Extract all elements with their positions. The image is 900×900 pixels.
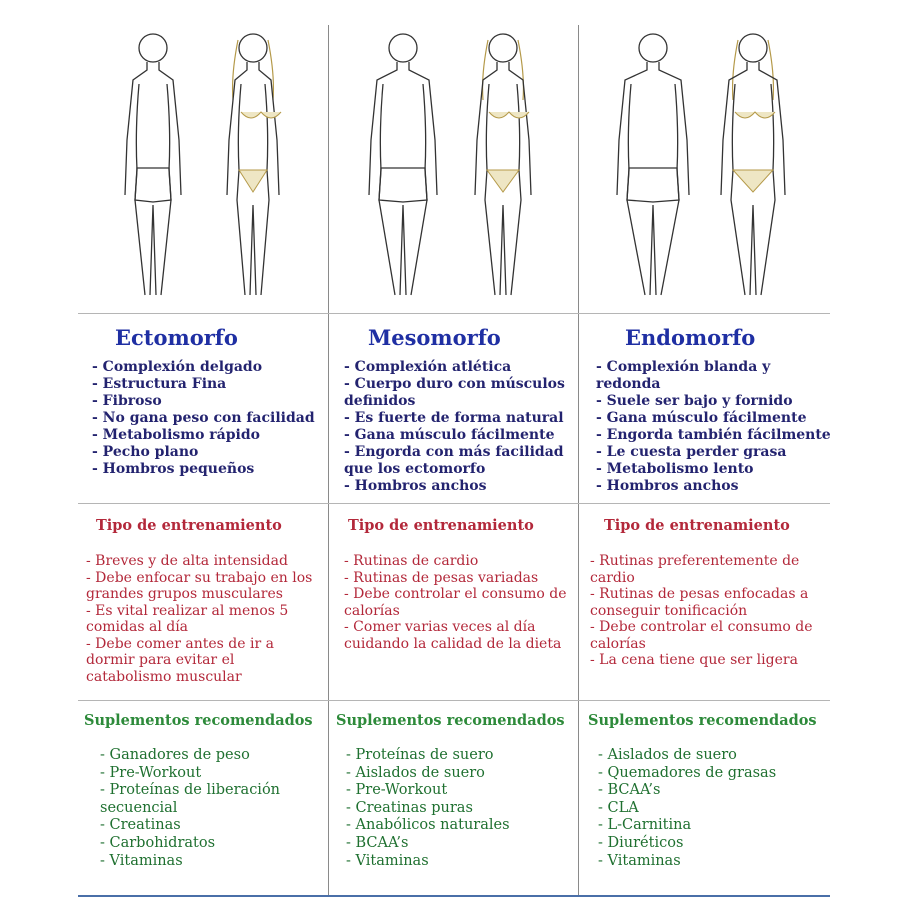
list-item: - Creatinas puras: [346, 799, 473, 816]
list-item: - Debe enfocar su trabajo en los grandes grupos musculares: [86, 569, 313, 602]
list-item: - Complexión delgado: [92, 359, 263, 375]
list-item: - Quemadores de grasas: [598, 764, 777, 781]
list-item: - Complexión atlética: [344, 359, 512, 375]
body-figures-drawing: [88, 20, 318, 305]
list-item: - Creatinas: [100, 817, 181, 834]
list-item: - BCAA’s: [346, 834, 409, 851]
supplements-list: [100, 747, 332, 870]
list-item: - Diuréticos: [598, 834, 684, 851]
list-item: - Fibroso: [92, 393, 162, 409]
column-mesomorph: [328, 20, 578, 890]
list-item: - Debe comer antes de ir a dormir para evitar el catabolismo muscular: [86, 635, 274, 685]
training-list: [86, 553, 318, 685]
list-item: - Suele ser bajo y fornido: [596, 393, 793, 409]
row-divider: [78, 503, 830, 504]
supplements-list: [598, 747, 830, 870]
list-item: - Pecho plano: [92, 444, 199, 460]
list-item: - Hombros anchos: [596, 478, 739, 494]
list-item: - Carbohidratos: [100, 834, 216, 851]
list-item: - Breves y de alta intensidad: [86, 553, 288, 569]
supplements-title: Suplementos recomendados: [84, 712, 313, 729]
traits-list: [92, 359, 332, 478]
list-item: - Complexión blanda y redonda: [596, 359, 771, 392]
list-item: - Comer varias veces al día cuidando la calidad de la dieta: [344, 619, 562, 652]
list-item: - Vitaminas: [598, 852, 681, 869]
list-item: - Metabolismo lento: [596, 461, 754, 477]
list-item: - Rutinas preferentemente de cardio: [590, 553, 800, 586]
training-list: [344, 553, 576, 652]
body-figures-drawing: [588, 20, 818, 305]
row-divider: [78, 313, 830, 314]
training-title: Tipo de entrenamiento: [96, 517, 282, 534]
row-divider: [78, 700, 830, 701]
list-item: - Rutinas de cardio: [344, 553, 479, 569]
list-item: - Vitaminas: [100, 852, 183, 869]
list-item: - BCAA’s: [598, 782, 661, 799]
supplements-title: Suplementos recomendados: [336, 712, 565, 729]
training-title: Tipo de entrenamiento: [348, 517, 534, 534]
supplements-title: Suplementos recomendados: [588, 712, 817, 729]
list-item: - Es fuerte de forma natural: [344, 410, 564, 426]
list-item: - Debe controlar el consumo de calorías: [344, 586, 567, 619]
list-item: - Engorda también fácilmente: [596, 427, 831, 443]
list-item: - Hombros pequeños: [92, 461, 255, 477]
list-item: - Pre-Workout: [100, 764, 202, 781]
list-item: - La cena tiene que ser ligera: [590, 652, 798, 668]
list-item: - Estructura Fina: [92, 376, 227, 392]
list-item: - Rutinas de pesas variadas: [344, 569, 539, 586]
list-item: - Gana músculo fácilmente: [596, 410, 807, 426]
list-item: - Metabolismo rápido: [92, 427, 260, 443]
list-item: - Aislados de suero: [346, 764, 485, 781]
list-item: - Debe controlar el consumo de calorías: [590, 619, 813, 652]
traits-list: [596, 359, 836, 495]
list-item: - CLA: [598, 799, 639, 816]
list-item: - L-Carnitina: [598, 817, 692, 834]
list-item: - Hombros anchos: [344, 478, 487, 494]
list-item: - Proteínas de suero: [346, 747, 494, 763]
ectomorph-figures-icon: [88, 20, 318, 305]
list-item: - Aislados de suero: [598, 747, 737, 763]
list-item: - No gana peso con facilidad: [92, 410, 315, 426]
column-ectomorph: [78, 20, 328, 890]
type-title: Endomorfo: [625, 325, 756, 350]
type-title: Mesomorfo: [368, 325, 501, 350]
list-item: - Gana músculo fácilmente: [344, 427, 555, 443]
training-title: Tipo de entrenamiento: [604, 517, 790, 534]
bottom-rule: [78, 895, 830, 897]
list-item: - Engorda con más facilidad que los ectomorfo: [344, 444, 564, 477]
body-figures-drawing: [338, 20, 568, 305]
training-list: [590, 553, 822, 669]
list-item: - Anabólicos naturales: [346, 817, 510, 834]
list-item: - Ganadores de peso: [100, 747, 250, 763]
supplements-list: [346, 747, 578, 870]
list-item: - Pre-Workout: [346, 782, 448, 799]
endomorph-figures-icon: [588, 20, 818, 305]
mesomorph-figures-icon: [338, 20, 568, 305]
traits-list: [344, 359, 584, 495]
body-types-table: [78, 20, 831, 900]
list-item: - Rutinas de pesas enfocadas a conseguir tonificación: [590, 586, 809, 619]
column-endomorph: [578, 20, 831, 890]
list-item: - Es vital realizar al menos 5 comidas al día: [86, 602, 289, 635]
list-item: - Proteínas de liberación secuencial: [100, 782, 281, 816]
list-item: - Vitaminas: [346, 852, 429, 869]
type-title: Ectomorfo: [115, 325, 238, 350]
list-item: - Cuerpo duro con músculos definidos: [344, 376, 565, 409]
list-item: - Le cuesta perder grasa: [596, 444, 787, 460]
